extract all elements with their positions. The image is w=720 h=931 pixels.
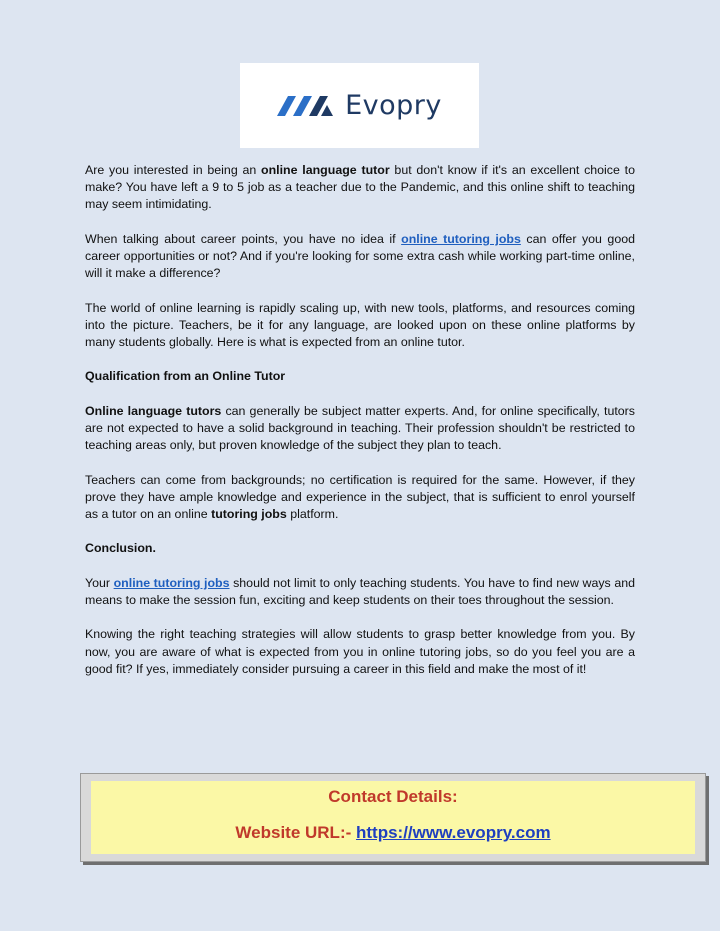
- text: When talking about career points, you have no idea if: [85, 231, 402, 246]
- section-heading-qualification: [85, 368, 635, 385]
- heading-text: Conclusion.: [85, 541, 156, 556]
- text: Your: [85, 575, 114, 590]
- bold-text: tutoring jobs: [211, 506, 287, 521]
- evopry-logo-mark-icon: [277, 95, 339, 117]
- section-heading-conclusion: [85, 540, 635, 557]
- online-tutoring-jobs-link[interactable]: online tutoring jobs: [401, 231, 521, 246]
- text: Are you interested in being an: [85, 163, 262, 177]
- logo-text: Evopry: [345, 90, 442, 121]
- text: but don't know if it's an excellent choice to make? You have left a 9 to 5 job as a teacher due to the Pandemic, and this online shift to teaching may seem intimidating.: [85, 163, 635, 212]
- contact-details-box: [80, 773, 706, 862]
- logo: [240, 63, 479, 148]
- text: can generally be subject matter experts. And, for online specifically, tutors are not expected to have a solid background in teaching. Their profession shouldn't be restricted to teaching areas only, but proven knowledge of the subject they plan to teach.: [85, 403, 635, 453]
- contact-title: Contact Details:: [328, 787, 458, 806]
- article-body: [85, 162, 635, 695]
- text: should not limit to only teaching students. You have to find new ways and means to make the session fun, exciting and keep students on their toes throughout the session.: [85, 575, 635, 607]
- paragraph-conclusion: [85, 575, 635, 609]
- paragraph-tutors: [85, 403, 635, 455]
- online-tutoring-jobs-link[interactable]: online tutoring jobs: [113, 575, 230, 590]
- text: Teachers can come from backgrounds; no certification is required for the same. However, if they prove they have ample knowledge and experience in the subject, that is sufficient to enrol yourself as a tutor on an online: [85, 472, 635, 521]
- website-line: [91, 823, 695, 843]
- paragraph-closing: Knowing the right teaching strategies will allow students to grasp better knowledge from you. By now, you are aware of what is expected from you in online tutoring jobs, so do you feel you are a good fit? If yes, immediately consider pursuing a career in this field and make the most of it!: [85, 627, 635, 676]
- paragraph-online-learning: The world of online learning is rapidly scaling up, with new tools, platforms, and resources coming into the picture. Teachers, be it for any language, are looked upon on these online platforms by many students globally. Here is what is expected from an online tutor.: [85, 300, 635, 349]
- text: can offer you good career opportunities or not? And if you're looking for some extra cash while working part-time online, will it make a difference?: [85, 231, 635, 281]
- paragraph-career: [85, 231, 635, 283]
- paragraph-intro: [85, 162, 635, 214]
- contact-details-inner: [91, 781, 695, 854]
- bold-text: online language tutor: [261, 163, 390, 177]
- text: platform.: [286, 506, 339, 521]
- website-url-link[interactable]: https://www.evopry.com: [355, 823, 551, 842]
- website-url-label: Website URL:-: [235, 823, 356, 842]
- heading-text: Qualification from an Online Tutor: [85, 369, 286, 384]
- bold-text: Online language tutors: [85, 403, 222, 418]
- paragraph-backgrounds: [85, 472, 635, 524]
